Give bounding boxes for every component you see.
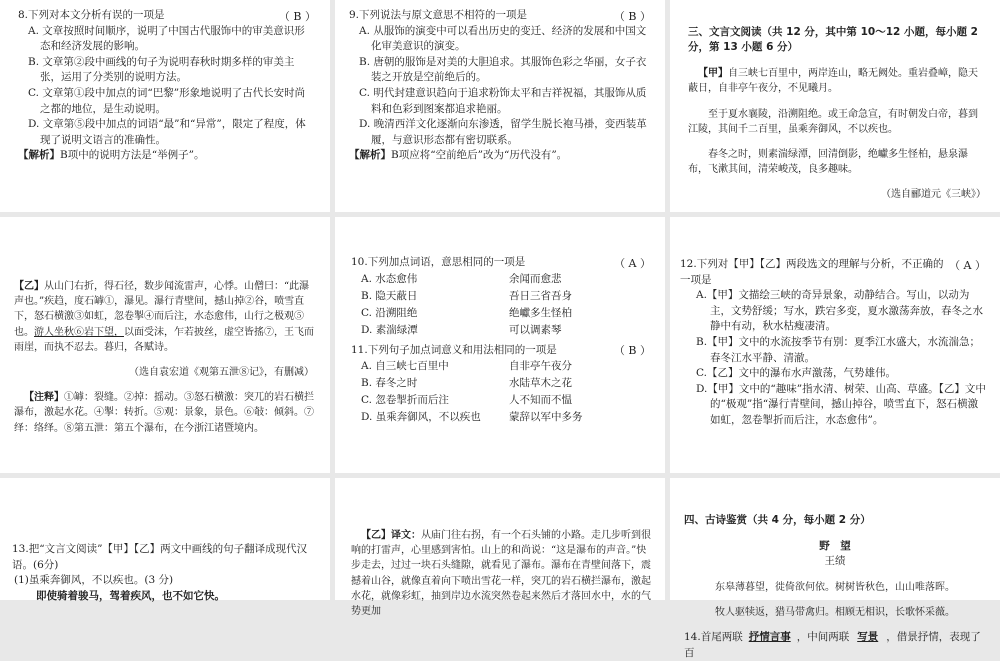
q9-option-d: D. 晚清西洋文化逐渐向东渗透，留学生脱长袍马褂，变西装革履，与意识形态都有密切联系。 <box>359 118 647 146</box>
yi-paragraph <box>14 279 314 355</box>
q10-answer: （ A ） <box>614 257 651 270</box>
jia-text-1: 自三峡七百里中，两岸连山，略无阙处。重岩叠嶂，隐天蔽日，自非亭午夜分，不见曦月。 <box>688 68 978 95</box>
q8-option-b: B. 文章第②段中画线的句子为说明春秋时期多样的审美主张，运用了分类别的说明方法。 <box>28 55 295 84</box>
note-text: ①罅：裂缝。②掉：摇动。③怒石横激：突兀的岩石横拦瀑布，激起水花。④掣：转折。⑤观：景象，景色。⑥敧：倾斜。⑦绎：络绎。⑧第五泄：第五个瀑布，在今浙江诸暨境内。 <box>14 392 314 434</box>
q12-option-a: A.【甲】文描绘三峡的奇异景象，动静结合。写山，以动为主，文势舒缓；写水，跌宕多变，夏水激荡奔放，春冬之水静中有动，秋水枯瘦凄清。 <box>696 289 983 333</box>
q11-row-b <box>351 375 649 392</box>
q12-answer: （ A ） <box>949 259 986 272</box>
translation-text: 从庙门往右拐，有一个石头铺的小路。走几步听到很响的打雷声，心里感到害怕。山上的和尚说：“这是瀑布的声音。”快步走去，过过一块石头缝隙，就看见了瀑布。瀑布在青壁间落下，震撼着山谷，就像直着向下喷出雪花一样，突兀的岩石横拦瀑布，激起水花，就像彩虹，抽到岸边水流突然卷起来然后才落回水中，水的气势更加 <box>351 530 651 618</box>
jia-paragraph-1 <box>688 66 986 96</box>
analysis-label: 【解析】 <box>18 149 60 162</box>
q11-stem: 11.下列句子加点词意义和用法相同的一项是 <box>351 343 557 356</box>
panel-q13 <box>0 478 330 600</box>
q11-row-d <box>351 409 649 426</box>
poem-title: 野 望 <box>819 539 851 552</box>
yi-notes <box>14 390 314 436</box>
panel-q9 <box>335 0 665 212</box>
q11-a-left: A. 自三峡七百里中 <box>361 360 449 373</box>
translation-label: 【乙】译文： <box>361 530 421 541</box>
note-label: 【注释】 <box>24 392 64 404</box>
q10-row-d <box>351 322 649 339</box>
q8-option-d: D. 文章第⑤段中加点的词语“最”和“异常”，限定了程度，体现了说明文语言的准确性。 <box>28 118 306 146</box>
q11-b-right: 水陆草木之花 <box>509 377 572 390</box>
q10-d-left: D. 素湍绿潭 <box>361 323 418 336</box>
q11-a-right: 自非亭午夜分 <box>509 360 572 373</box>
q14-mid: ，中间两联 <box>796 631 850 644</box>
q11-c-left: C. 忽卷掣折而后注 <box>361 394 449 407</box>
jia-paragraph-2: 至于夏水襄陵，沿溯阻绝。或王命急宣，有时朝发白帝，暮到江陵，其间千二百里，虽乘奔御风，不以疾也。 <box>688 108 978 135</box>
panel-poem <box>670 478 1000 659</box>
jia-label: 【甲】 <box>698 68 728 80</box>
panel-q8 <box>0 0 330 212</box>
yi-underlined-sentence: 游人坐秋⑥岩下望， <box>34 326 124 338</box>
poem-line-1: 东皋薄暮望，徙倚欲何依。树树皆秋色，山山唯落晖。 <box>715 581 955 593</box>
q8-option-c: C. 文章第①段中加点的词“巴黎”形象地说明了古代长安时尚之都的地位，是生动说明。 <box>28 86 306 115</box>
analysis-label: 【解析】 <box>349 149 391 162</box>
panel-q12 <box>670 217 1000 473</box>
yi-text-2: 以面受沫，乍若披丝，虚空皆搖⑦，王飞而雨崖，而执不忍去。暮归，各赋诗。 <box>14 326 314 353</box>
q13-stem: 13.把“文言文阅读”【甲】【乙】两文中画线的句子翻译成现代汉语。(6分) <box>12 543 308 571</box>
q11-d-right: 蒙辞以军中多务 <box>509 411 583 424</box>
q10-row-b <box>351 288 649 305</box>
q11-answer: （ B ） <box>613 344 651 357</box>
yi-label: 【乙】 <box>14 281 44 292</box>
panel-yi-translation <box>335 478 665 618</box>
q10-b-right: 吾日三省吾身 <box>509 289 572 302</box>
q11-row-a <box>351 358 649 375</box>
q8-stem: 8.下列对本文分析有误的一项是 <box>18 9 165 21</box>
q12-option-c: C.【乙】文中的瀑布水声激荡，气势雄伟。 <box>696 367 896 380</box>
q10-stem: 10.下列加点词语，意思相同的一项是 <box>351 256 526 268</box>
q9-option-b: B. 唐朝的服饰是对美的大胆追求。其服饰色彩之华丽，女子衣装之开放是空前绝后的。 <box>359 55 647 84</box>
yi-text: 从山门右折，得石径，数步闻流雷声，心悸。山僧曰：“此瀑声也。”疾趋，度石罅①，瀑见。瀑行青壁间，撼山掉②谷，喷雪直下，怒石横激③如虹，忽卷掣④而后注，水态愈伟，山行之极观⑤也。 <box>14 281 310 338</box>
q11-b-left: B. 春冬之时 <box>361 377 418 390</box>
q9-stem: 9.下列说法与原文意思不相符的一项是 <box>349 9 528 21</box>
analysis-text: B项应将“空前绝后”改为“历代没有”。 <box>391 149 568 162</box>
q10-a-left: A. 水态愈伟 <box>361 272 418 285</box>
poem-line-2: 牧人驱犊返，猎马带禽归。相顾无相识，长歌怀采薇。 <box>715 606 955 618</box>
q9-option-a: A. 从服饰的演变中可以看出历史的变迁、经济的发展和中国文化审美意识的演变。 <box>359 24 647 53</box>
q12-stem: 12.下列对【甲】【乙】两段选文的理解与分析，不正确的一项是 <box>680 258 944 286</box>
jia-source: （选自郦道元《三峡》） <box>881 189 986 201</box>
q14-prefix: 14.首尾两联 <box>684 631 743 644</box>
q9-option-c: C. 明代封建意识趋向于追求粉饰太平和吉祥祝福，其服饰从质料和色彩到图案都追求艳丽。 <box>359 86 647 115</box>
q10-c-right: 绝巘多生怪柏 <box>509 306 572 319</box>
q10-d-right: 可以调素琴 <box>509 323 562 336</box>
q14-answer-2: 写景 <box>857 631 879 644</box>
q8-option-a: A. 文章按照时间顺序，说明了中国古代服饰中的审美意识形态和经济发展的影响。 <box>28 24 305 53</box>
q10-a-right: 余闻而愈悲 <box>509 272 562 285</box>
section-heading: 三、文言文阅读（共 12 分，其中第 10～12 小题，每小题 2 分，第 13 小题 6 分） <box>688 25 978 54</box>
q8-answer: （ B ） <box>278 10 316 23</box>
translation-paragraph <box>351 528 651 619</box>
panel-q10-q11 <box>335 217 665 473</box>
q12-option-b: B.【甲】文中的水流按季节有别：夏季江水盛大，水流湍急；春冬江水平静、清澈。 <box>696 335 981 364</box>
yi-source: （选自袁宏道《观第五泄⑧记》，有删减） <box>129 367 314 379</box>
q11-row-c <box>351 392 649 409</box>
q13-sub1: (1)虽乘奔御风，不以疾也。(3 分) <box>14 574 174 587</box>
q10-c-left: C. 沿溯阻绝 <box>361 306 418 319</box>
q14-suffix: ，借景抒情，表现了百 <box>684 631 981 659</box>
q12-option-d: D.【甲】文中的“趣味”指水清、树荣、山高、草盛。【乙】文中的“极观”指“瀑行青壁间，撼山掉谷，喷雪直下，怒石横激如虹，忽卷掣折而后注，水态愈伟”。 <box>696 382 986 426</box>
q13-sub1-answer: 即使骑着骏马，驾着疾风，也不如它快。 <box>36 589 225 602</box>
q11-c-right: 人不知而不愠 <box>509 394 572 407</box>
q10-row-a <box>351 271 649 288</box>
q10-b-left: B. 隐天蔽日 <box>361 289 418 302</box>
jia-paragraph-3: 春冬之时，则素湍绿潭，回清倒影，绝巘多生怪柏，悬泉瀑布，飞漱其间，清荣峻茂，良多趣味。 <box>688 149 968 176</box>
q14-answer-1: 抒情言事 <box>748 631 791 644</box>
q11-d-left: D. 虽乘奔御风，不以疾也 <box>361 411 481 424</box>
q10-row-c <box>351 305 649 322</box>
poem-author: 王绩 <box>824 555 846 568</box>
q14-stem <box>684 630 986 661</box>
panel-classical-jia <box>670 0 1000 212</box>
panel-classical-yi <box>0 217 330 473</box>
analysis-text: B项中的说明方法是“举例子”。 <box>60 149 205 162</box>
q9-analysis <box>349 148 649 164</box>
q8-analysis <box>18 148 314 164</box>
q9-answer: （ B ） <box>613 10 651 23</box>
section-heading: 四、古诗鉴赏（共 4 分，每小题 2 分） <box>684 513 871 526</box>
